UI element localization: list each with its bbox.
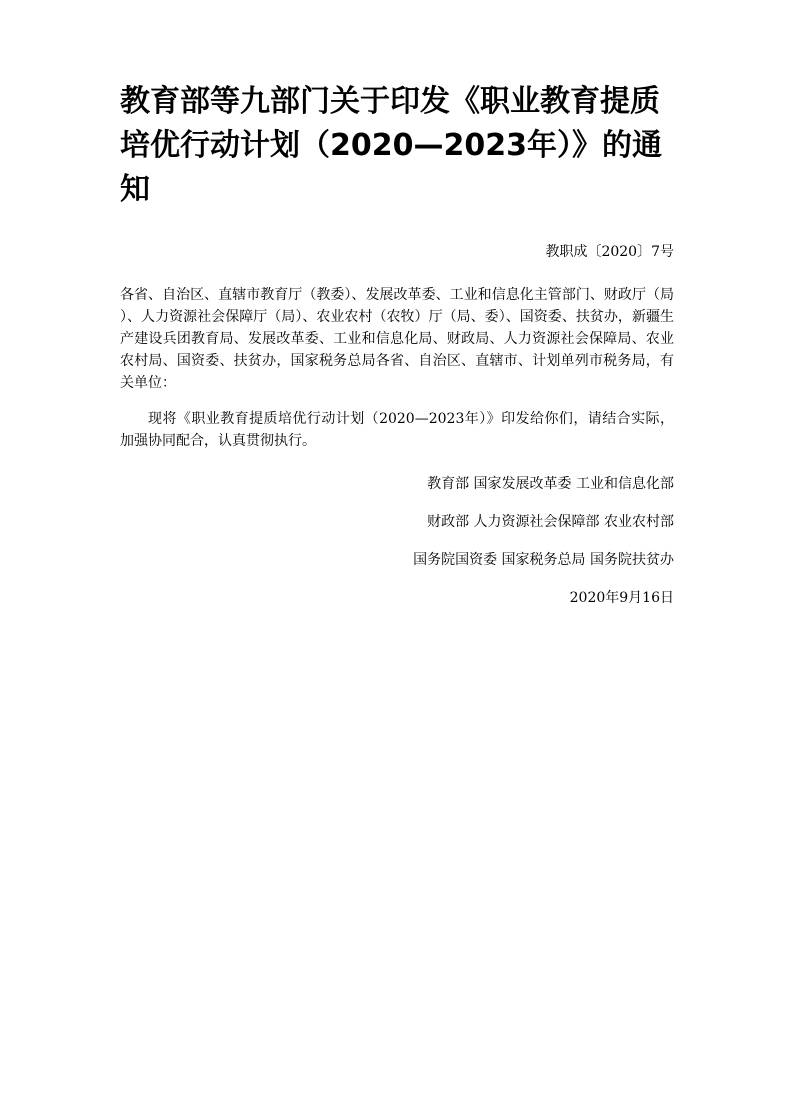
document-number: 教职成〔2020〕7号 xyxy=(545,244,674,260)
signatory-line-1: 教育部 国家发展改革委 工业和信息化部 xyxy=(427,476,674,492)
document-date: 2020年9月16日 xyxy=(569,590,674,606)
signatory-line-2: 财政部 人力资源社会保障部 农业农村部 xyxy=(427,514,674,530)
addressee-paragraph: 各省、自治区、直辖市教育厅（教委）、发展改革委、工业和信息化主管部门、财政厅（局）、人力资源社会保障厅（局）、农业农村（农牧）厅（局、委）、国资委、扶贫办，新疆生产建设兵团教育局、发展改革委、工业和信息化局、财政局、人力资源社会保障局、农业农村局、国资委、扶贫办，国家税务总局各省、自治区、直辖市、计划单列市税务局，有关单位： xyxy=(120,287,674,391)
document-content xyxy=(120,80,674,608)
document-title: 教育部等九部门关于印发《职业教育提质培优行动计划（2020—2023年）》的通知 xyxy=(120,84,662,207)
body-paragraph: 现将《职业教育提质培优行动计划（2020—2023年）》印发给你们，请结合实际，加强协同配合，认真贯彻执行。 xyxy=(120,411,674,449)
signatory-line-3: 国务院国资委 国家税务总局 国务院扶贫办 xyxy=(413,552,674,568)
